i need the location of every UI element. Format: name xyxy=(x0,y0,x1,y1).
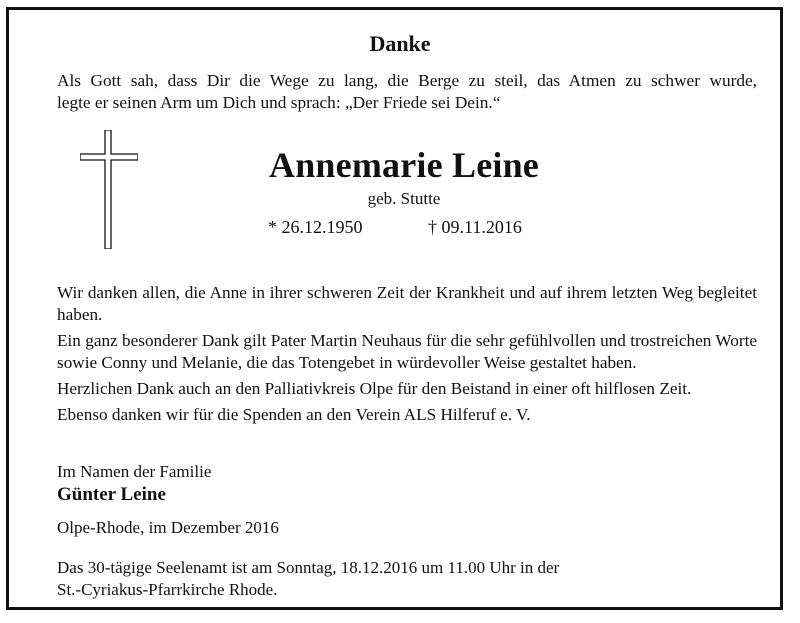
thanks-paragraph: Herzlichen Dank auch an den Palliativkreis Olpe für den Beistand in einer oft hilflosen Zeit. xyxy=(57,379,692,398)
birth-date: * 26.12.1950 xyxy=(268,217,363,237)
deceased-name: Annemarie Leine xyxy=(269,145,539,185)
death-date: † 09.11.2016 xyxy=(428,217,522,237)
birth-name: geb. Stutte xyxy=(367,189,441,208)
quote-line-2: legte er seinen Arm um Dich und sprach: „Der Friede sei Dein.“ xyxy=(57,93,501,112)
quote-line-1: Als Gott sah, dass Dir die Wege zu lang, die Berge zu steil, das Atmen zu schwer wurde, xyxy=(57,71,757,90)
notice-title: Danke xyxy=(369,31,431,56)
mass-info-line-1: Das 30-tägige Seelenamt ist am Sonntag, 18.12.2016 um 11.00 Uhr in der xyxy=(57,558,560,577)
thanks-text xyxy=(57,282,757,430)
thanks-paragraph: Wir danken allen, die Anne in ihrer schweren Zeit der Krankheit und auf ihrem letzten Weg begleitet haben. xyxy=(57,283,757,324)
mass-info xyxy=(57,557,657,601)
mass-info-line-2: St.-Cyriakus-Pfarrkirche Rhode. xyxy=(57,580,278,599)
thanks-paragraph: Ebenso danken wir für die Spenden an den Verein ALS Hilferuf e. V. xyxy=(57,405,531,424)
thanks-paragraph: Ein ganz besonderer Dank gilt Pater Martin Neuhaus für die sehr gefühlvollen und trostreichen Worte sowie Conny und Melanie, die das Totengebet in würdevoller Weise gestaltet haben. xyxy=(57,331,757,372)
signoff-text: Im Namen der Familie xyxy=(57,462,212,481)
signer-name: Günter Leine xyxy=(57,484,166,505)
place-date: Olpe-Rhode, im Dezember 2016 xyxy=(57,518,279,537)
memorial-quote xyxy=(57,70,757,114)
